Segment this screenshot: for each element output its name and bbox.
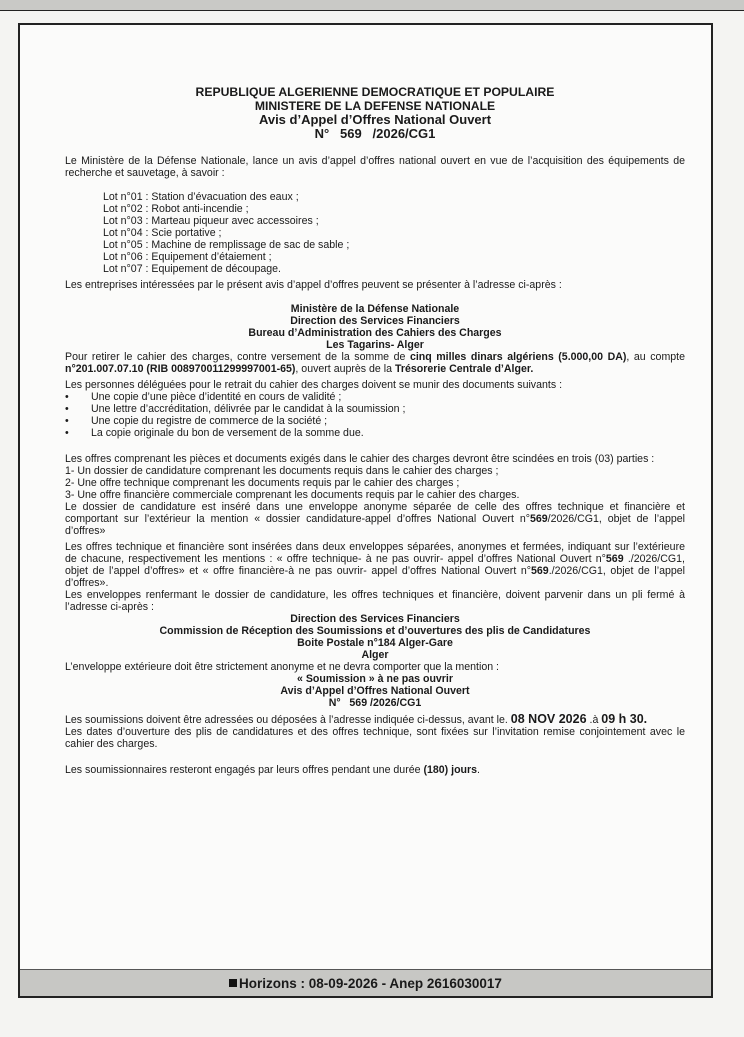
envelopes-paragraph: Les offres technique et financière sont insérées dans deux enveloppes séparées, anonymes et fermées, indiquant sur l’extérieure de chacune, respectivement les mentions : « offre technique- à ne pas ouvrir- appel d’offres National Ouvert n°569 ./2026/CG1, objet de l’appel d’offres» et « offre financière-à ne pas ouvrir- appel d’offres National Ouvert n°569./2026/CG1, objet de l’appel d’offres». xyxy=(65,541,685,589)
notice-title: Avis d’Appel d’Offres National Ouvert xyxy=(258,112,492,127)
delegates-paragraph: Les personnes déléguées pour le retrait du cahier des charges doivent se munir des documents suivants : xyxy=(65,379,563,391)
footer-bar xyxy=(20,969,711,996)
account-number: n°201.007.07.10 (RIB 008970011299997001-65) xyxy=(65,363,296,375)
lot-item: Lot n°01 : Station d’évacuation des eaux ; xyxy=(103,191,299,203)
offer-part: 3- Une offre financière commerciale comprenant les documents requis par le cahier des charges. xyxy=(65,489,520,501)
intro-paragraph: Le Ministère de la Défense Nationale, lance un avis d’appel d’offres national ouvert en vue de l’acquisition des équipements de recherche et sauvetage, à savoir : xyxy=(65,155,685,179)
deadline-time: 09 h 30. xyxy=(601,712,648,726)
notice-content xyxy=(65,85,685,776)
address-line: Bureau d’Administration des Cahiers des Charges xyxy=(248,327,502,339)
outer-envelope-paragraph: L’enveloppe extérieure doit être strictement anonyme et ne devra comporter que la mention : xyxy=(65,661,500,673)
address-block-1 xyxy=(65,303,685,351)
dossier-paragraph: Le dossier de candidature est inséré dans une enveloppe anonyme séparée de celle des offres technique et financière et comportant sur l’extérieur la mention « dossier candidature-appel d’offres National Ouvert n°569/2026/CG1, objet de l’appel d’offres» xyxy=(65,501,685,537)
fee-amount: cinq milles dinars algériens (5.000,00 DA) xyxy=(409,351,627,363)
offer-part: 2- Une offre technique comprenant les documents requis par le cahier des charges ; xyxy=(65,477,460,489)
offer-parts-list xyxy=(65,465,685,501)
deadline-paragraph: Les soumissions doivent être adressées ou déposées à l’adresse indiquée ci-dessus, avant le. 08 NOV 2026 .à 09 h 30. xyxy=(65,712,648,726)
mention-block xyxy=(65,673,685,709)
address-block-2 xyxy=(65,613,685,661)
lot-item: Lot n°04 : Scie portative ; xyxy=(103,227,222,239)
document-item: • Une copie du registre de commerce de la société ; xyxy=(65,415,685,427)
notice-number: N° 569 /2026/CG1 xyxy=(314,126,436,141)
address-line: Ministère de la Défense Nationale xyxy=(290,303,460,315)
lot-item: Lot n°07 : Equipement de découpage. xyxy=(103,263,281,275)
validity-duration: (180) jours xyxy=(423,764,478,776)
address-line: Alger xyxy=(361,649,389,661)
closing-envelopes-paragraph: Les enveloppes renfermant le dossier de candidature, les offres techniques et financière, doivent parvenir dans un pli fermé à l’adresse ci-après : xyxy=(65,589,685,613)
companies-paragraph: Les entreprises intéressées par le présent avis d’appel d’offres peuvent se présenter à l’adresse ci-après : xyxy=(65,279,562,291)
offers-paragraph: Les offres comprenant les pièces et documents exigés dans le cahier des charges devront être scindées en trois (03) parties : xyxy=(65,453,655,465)
mention-line: « Soumission » à ne pas ouvrir xyxy=(296,673,453,685)
mention-line: N° 569 /2026/CG1 xyxy=(328,697,422,709)
offer-part: 1- Un dossier de candidature comprenant les documents requis dans le cahier des charges ; xyxy=(65,465,499,477)
mention-line: Avis d’Appel d’Offres National Ouvert xyxy=(280,685,470,697)
document-item: • Une copie d’une pièce d’identité en cours de validité ; xyxy=(65,391,685,403)
square-bullet-icon xyxy=(229,979,237,987)
deadline-date: 08 NOV 2026 xyxy=(510,712,587,726)
lot-item: Lot n°05 : Machine de remplissage de sac de sable ; xyxy=(103,239,350,251)
lot-item: Lot n°03 : Marteau piqueur avec accessoires ; xyxy=(103,215,319,227)
lot-item: Lot n°06 : Equipement d’étaiement ; xyxy=(103,251,272,263)
documents-list xyxy=(65,391,685,439)
address-line: Boite Postale n°184 Alger-Gare xyxy=(297,637,453,649)
republic-title: REPUBLIQUE ALGERIENNE DEMOCRATIQUE ET POPULAIRE xyxy=(195,85,555,99)
lot-item: Lot n°02 : Robot anti-incendie ; xyxy=(103,203,249,215)
top-strip xyxy=(0,0,744,11)
address-line: Commission de Réception des Soumissions et d’ouvertures des plis de Candidatures xyxy=(159,625,591,637)
validity-paragraph: Les soumissionnaires resteront engagés par leurs offres pendant une durée (180) jours. xyxy=(65,764,480,776)
address-line: Les Tagarins- Alger xyxy=(326,339,424,351)
document-item: • Une lettre d’accréditation, délivrée par le candidat à la soumission ; xyxy=(65,403,685,415)
footer-reference: Horizons : 08-09-2026 - Anep 2616030017 xyxy=(239,975,502,991)
treasury-name: Trésorerie Centrale d’Alger. xyxy=(394,363,534,375)
address-line: Direction des Services Financiers xyxy=(290,315,460,327)
withdrawal-paragraph: Pour retirer le cahier des charges, contre versement de la somme de cinq milles dinars algériens (5.000,00 DA), au compte n°201.007.07.10 (RIB 008970011299997001-65), ouvert auprès de la Trésorerie Centrale d’Alger. xyxy=(65,351,685,375)
ministry-title: MINISTERE DE LA DEFENSE NATIONALE xyxy=(254,99,496,113)
document-item: • La copie originale du bon de versement de la somme due. xyxy=(65,427,685,439)
lots-list xyxy=(65,191,685,275)
opening-paragraph: Les dates d’ouverture des plis de candidatures et des offres technique, sont fixées sur l’invitation remise conjointement avec le cahier des charges. xyxy=(65,726,685,750)
notice-frame xyxy=(18,23,713,998)
address-line: Direction des Services Financiers xyxy=(290,613,460,625)
